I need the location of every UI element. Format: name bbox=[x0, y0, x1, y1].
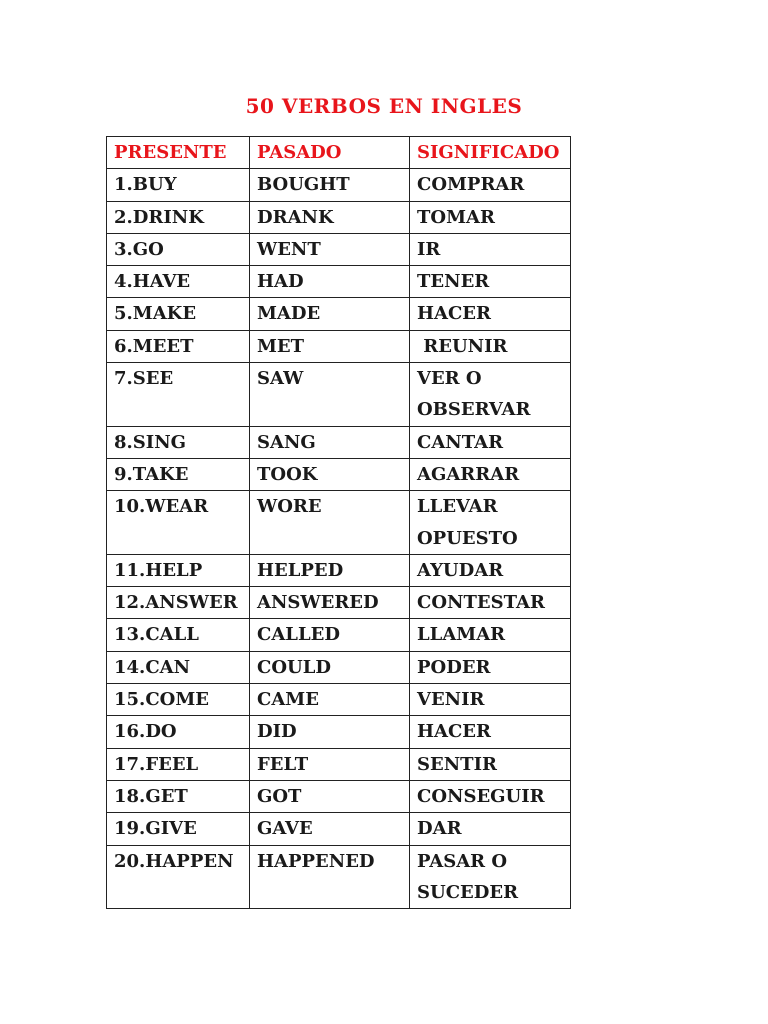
cell-significado: DAR bbox=[410, 813, 571, 845]
cell-significado: SENTIR bbox=[410, 748, 571, 780]
cell-pasado: GOT bbox=[250, 780, 410, 812]
cell-significado: PODER bbox=[410, 651, 571, 683]
table-row bbox=[107, 233, 571, 265]
cell-pasado: TOOK bbox=[250, 458, 410, 490]
table-row bbox=[107, 748, 571, 780]
cell-significado: TENER bbox=[410, 266, 571, 298]
cell-presente: 11.HELP bbox=[107, 554, 250, 586]
cell-significado: CONTESTAR bbox=[410, 587, 571, 619]
cell-pasado: HAPPENED bbox=[250, 845, 410, 909]
cell-presente: 3.GO bbox=[107, 233, 250, 265]
document-title: 50 VERBOS EN INGLES bbox=[245, 94, 523, 118]
cell-presente: 7.SEE bbox=[107, 363, 250, 427]
table-row bbox=[107, 716, 571, 748]
verbs-table bbox=[106, 136, 571, 909]
header-presente: PRESENTE bbox=[107, 137, 250, 169]
cell-significado: HACER bbox=[410, 716, 571, 748]
cell-significado: AYUDAR bbox=[410, 554, 571, 586]
header-significado: SIGNIFICADO bbox=[410, 137, 571, 169]
cell-pasado: ANSWERED bbox=[250, 587, 410, 619]
cell-presente: 13.CALL bbox=[107, 619, 250, 651]
cell-significado: REUNIR bbox=[410, 330, 571, 362]
cell-pasado: GAVE bbox=[250, 813, 410, 845]
cell-significado: CONSEGUIR bbox=[410, 780, 571, 812]
cell-pasado: CAME bbox=[250, 684, 410, 716]
cell-significado: AGARRAR bbox=[410, 458, 571, 490]
cell-pasado: HAD bbox=[250, 266, 410, 298]
cell-pasado: MET bbox=[250, 330, 410, 362]
table-row bbox=[107, 426, 571, 458]
table-row bbox=[107, 458, 571, 490]
cell-pasado: CALLED bbox=[250, 619, 410, 651]
table-row bbox=[107, 619, 571, 651]
cell-significado: TOMAR bbox=[410, 201, 571, 233]
cell-presente: 1.BUY bbox=[107, 169, 250, 201]
table-row bbox=[107, 298, 571, 330]
cell-presente: 2.DRINK bbox=[107, 201, 250, 233]
cell-pasado: DID bbox=[250, 716, 410, 748]
cell-presente: 6.MEET bbox=[107, 330, 250, 362]
cell-pasado: MADE bbox=[250, 298, 410, 330]
cell-significado: LLEVAR OPUESTO bbox=[410, 491, 571, 555]
cell-presente: 14.CAN bbox=[107, 651, 250, 683]
cell-presente: 4.HAVE bbox=[107, 266, 250, 298]
cell-presente: 20.HAPPEN bbox=[107, 845, 250, 909]
table-row bbox=[107, 330, 571, 362]
cell-significado: HACER bbox=[410, 298, 571, 330]
cell-presente: 17.FEEL bbox=[107, 748, 250, 780]
table-row bbox=[107, 201, 571, 233]
table-row bbox=[107, 169, 571, 201]
cell-significado: CANTAR bbox=[410, 426, 571, 458]
cell-pasado: SANG bbox=[250, 426, 410, 458]
table-row bbox=[107, 684, 571, 716]
table-row bbox=[107, 363, 571, 427]
table-row bbox=[107, 491, 571, 555]
cell-significado: VENIR bbox=[410, 684, 571, 716]
cell-pasado: WORE bbox=[250, 491, 410, 555]
cell-pasado: SAW bbox=[250, 363, 410, 427]
cell-presente: 12.ANSWER bbox=[107, 587, 250, 619]
table-row bbox=[107, 266, 571, 298]
table-row bbox=[107, 845, 571, 909]
cell-significado: VER O OBSERVAR bbox=[410, 363, 571, 427]
cell-presente: 8.SING bbox=[107, 426, 250, 458]
cell-presente: 16.DO bbox=[107, 716, 250, 748]
cell-pasado: HELPED bbox=[250, 554, 410, 586]
cell-presente: 18.GET bbox=[107, 780, 250, 812]
cell-presente: 19.GIVE bbox=[107, 813, 250, 845]
cell-presente: 10.WEAR bbox=[107, 491, 250, 555]
table-row bbox=[107, 554, 571, 586]
table-header-row bbox=[107, 137, 571, 169]
cell-significado: IR bbox=[410, 233, 571, 265]
table-row bbox=[107, 813, 571, 845]
cell-pasado: WENT bbox=[250, 233, 410, 265]
cell-pasado: FELT bbox=[250, 748, 410, 780]
cell-presente: 5.MAKE bbox=[107, 298, 250, 330]
cell-pasado: BOUGHT bbox=[250, 169, 410, 201]
cell-significado: PASAR O SUCEDER bbox=[410, 845, 571, 909]
cell-presente: 15.COME bbox=[107, 684, 250, 716]
table-row bbox=[107, 651, 571, 683]
cell-presente: 9.TAKE bbox=[107, 458, 250, 490]
cell-significado: COMPRAR bbox=[410, 169, 571, 201]
cell-significado: LLAMAR bbox=[410, 619, 571, 651]
table-row bbox=[107, 587, 571, 619]
table-row bbox=[107, 780, 571, 812]
cell-pasado: COULD bbox=[250, 651, 410, 683]
cell-pasado: DRANK bbox=[250, 201, 410, 233]
header-pasado: PASADO bbox=[250, 137, 410, 169]
